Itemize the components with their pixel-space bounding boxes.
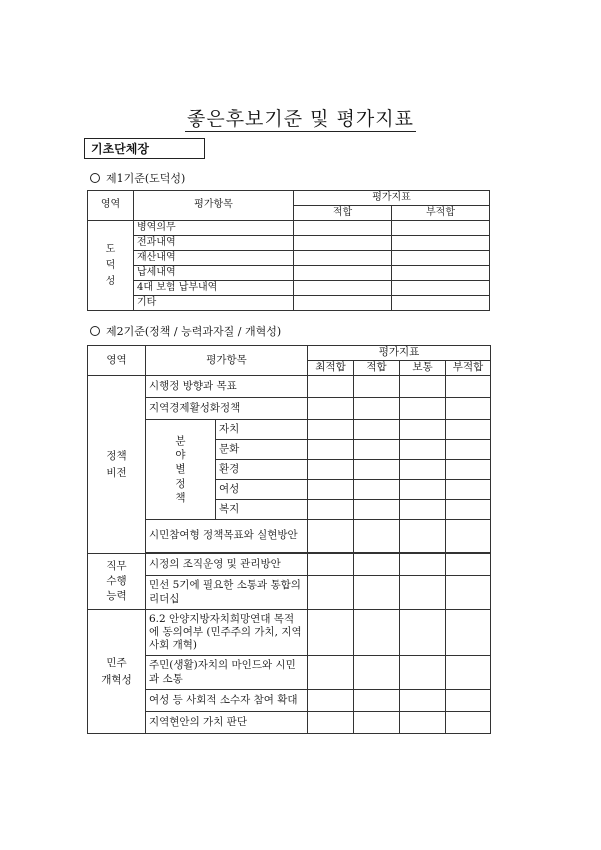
cell-unfit[interactable] bbox=[392, 251, 490, 266]
item-criminal: 전과내역 bbox=[134, 236, 294, 251]
page-title: 좋은후보기준 및 평가지표 bbox=[187, 108, 414, 130]
cell-grade[interactable] bbox=[308, 656, 354, 690]
cell-grade[interactable] bbox=[400, 712, 446, 734]
cell-fit[interactable] bbox=[294, 281, 392, 296]
cell-grade[interactable] bbox=[308, 500, 354, 520]
item-military: 병역의무 bbox=[134, 221, 294, 236]
duty-organization: 시정의 조직운영 및 관리방안 bbox=[146, 554, 308, 576]
area-duty: 직무 수행 능력 bbox=[88, 554, 146, 610]
sector-autonomy: 자치 bbox=[216, 420, 308, 440]
cell-grade[interactable] bbox=[400, 398, 446, 420]
header-item: 평가항목 bbox=[134, 191, 294, 221]
cell-grade[interactable] bbox=[308, 480, 354, 500]
sector-women: 여성 bbox=[216, 480, 308, 500]
cell-grade[interactable] bbox=[354, 554, 400, 576]
cell-grade[interactable] bbox=[446, 576, 491, 610]
grade-average: 보통 bbox=[400, 361, 446, 376]
cell-fit[interactable] bbox=[294, 251, 392, 266]
header-unfit: 부적합 bbox=[392, 206, 490, 221]
cell-grade[interactable] bbox=[446, 440, 491, 460]
cell-unfit[interactable] bbox=[392, 266, 490, 281]
cell-grade[interactable] bbox=[400, 440, 446, 460]
cell-grade[interactable] bbox=[308, 460, 354, 480]
cell-grade[interactable] bbox=[354, 500, 400, 520]
item-insurance: 4대 보험 납부내역 bbox=[134, 281, 294, 296]
cell-grade[interactable] bbox=[354, 398, 400, 420]
cell-grade[interactable] bbox=[308, 576, 354, 610]
cell-grade[interactable] bbox=[354, 576, 400, 610]
grade-unfit: 부적합 bbox=[446, 361, 491, 376]
cell-grade[interactable] bbox=[446, 398, 491, 420]
cell-fit[interactable] bbox=[294, 266, 392, 281]
reform-local-issues: 지역현안의 가치 판단 bbox=[146, 712, 308, 734]
cell-grade[interactable] bbox=[446, 500, 491, 520]
grade-best: 최적합 bbox=[308, 361, 354, 376]
cell-grade[interactable] bbox=[400, 500, 446, 520]
cell-unfit[interactable] bbox=[392, 281, 490, 296]
sector-culture: 문화 bbox=[216, 440, 308, 460]
header-area: 영역 bbox=[88, 346, 146, 376]
section1-label: 제1기준(도덕성) bbox=[106, 172, 186, 185]
cell-grade[interactable] bbox=[354, 610, 400, 656]
item-assets: 재산내역 bbox=[134, 251, 294, 266]
cell-grade[interactable] bbox=[400, 480, 446, 500]
cell-grade[interactable] bbox=[308, 610, 354, 656]
cell-unfit[interactable] bbox=[392, 296, 490, 311]
cell-unfit[interactable] bbox=[392, 236, 490, 251]
cell-grade[interactable] bbox=[308, 376, 354, 398]
sector-welfare: 복지 bbox=[216, 500, 308, 520]
area-moral: 도 덕 성 bbox=[88, 221, 134, 311]
cell-grade[interactable] bbox=[400, 460, 446, 480]
cell-grade[interactable] bbox=[354, 460, 400, 480]
cell-grade[interactable] bbox=[400, 656, 446, 690]
cell-grade[interactable] bbox=[446, 712, 491, 734]
org-label-box: 기초단체장 bbox=[84, 138, 205, 159]
area-reform: 민주 개혁성 bbox=[88, 610, 146, 734]
duty-leadership: 민선 5기에 필요한 소통과 통합의 리더십 bbox=[146, 576, 308, 610]
cell-grade[interactable] bbox=[400, 376, 446, 398]
cell-grade[interactable] bbox=[400, 576, 446, 610]
cell-grade[interactable] bbox=[354, 376, 400, 398]
section1-heading bbox=[90, 170, 185, 186]
cell-grade[interactable] bbox=[308, 520, 354, 553]
policy-economy: 지역경제활성화정책 bbox=[146, 398, 308, 420]
cell-grade[interactable] bbox=[446, 460, 491, 480]
header-item: 평가항목 bbox=[146, 346, 308, 376]
cell-grade[interactable] bbox=[446, 520, 491, 553]
circle-bullet-icon bbox=[90, 326, 100, 336]
header-index: 평가지표 bbox=[308, 346, 491, 361]
header-index: 평가지표 bbox=[294, 191, 490, 206]
header-fit: 적합 bbox=[294, 206, 392, 221]
table-policy bbox=[87, 345, 491, 734]
cell-grade[interactable] bbox=[354, 420, 400, 440]
cell-fit[interactable] bbox=[294, 236, 392, 251]
cell-grade[interactable] bbox=[446, 690, 491, 712]
cell-grade[interactable] bbox=[308, 554, 354, 576]
cell-grade[interactable] bbox=[308, 440, 354, 460]
header-area: 영역 bbox=[88, 191, 134, 221]
cell-unfit[interactable] bbox=[392, 221, 490, 236]
reform-self-governance: 주민(생활)자치의 마인드와 시민과 소통 bbox=[146, 656, 308, 690]
cell-grade[interactable] bbox=[400, 554, 446, 576]
section2-label: 제2기준(정책 / 능력과자질 / 개혁성) bbox=[106, 325, 282, 338]
cell-grade[interactable] bbox=[400, 610, 446, 656]
grade-fit: 적합 bbox=[354, 361, 400, 376]
cell-grade[interactable] bbox=[354, 440, 400, 460]
reform-minority: 여성 등 사회적 소수자 참여 확대 bbox=[146, 690, 308, 712]
policy-participation: 시민참여형 정책목표와 실현방안 bbox=[146, 520, 308, 553]
section2-heading bbox=[90, 323, 281, 339]
item-tax: 납세내역 bbox=[134, 266, 294, 281]
cell-grade[interactable] bbox=[400, 420, 446, 440]
cell-grade[interactable] bbox=[400, 520, 446, 553]
cell-grade[interactable] bbox=[446, 376, 491, 398]
cell-grade[interactable] bbox=[308, 398, 354, 420]
cell-grade[interactable] bbox=[354, 690, 400, 712]
cell-grade[interactable] bbox=[308, 420, 354, 440]
cell-fit[interactable] bbox=[294, 296, 392, 311]
cell-grade[interactable] bbox=[354, 480, 400, 500]
cell-grade[interactable] bbox=[308, 712, 354, 734]
cell-grade[interactable] bbox=[354, 712, 400, 734]
table-moral bbox=[87, 190, 490, 311]
cell-grade[interactable] bbox=[354, 520, 400, 553]
sector-environment: 환경 bbox=[216, 460, 308, 480]
sector-label: 분 야 별 정 책 bbox=[146, 420, 216, 520]
cell-grade[interactable] bbox=[446, 656, 491, 690]
cell-grade[interactable] bbox=[400, 690, 446, 712]
cell-grade[interactable] bbox=[446, 420, 491, 440]
circle-bullet-icon bbox=[90, 173, 100, 183]
cell-grade[interactable] bbox=[446, 480, 491, 500]
cell-grade[interactable] bbox=[446, 610, 491, 656]
area-policy: 정책 비전 bbox=[88, 376, 146, 554]
reform-purpose: 6.2 안양지방자치희망연대 목적에 동의여부 (민주주의 가치, 지역사회 개혁) bbox=[146, 610, 308, 656]
cell-grade[interactable] bbox=[446, 554, 491, 576]
cell-grade[interactable] bbox=[354, 656, 400, 690]
cell-grade[interactable] bbox=[308, 690, 354, 712]
policy-direction: 시행정 방향과 목표 bbox=[146, 376, 308, 398]
cell-fit[interactable] bbox=[294, 221, 392, 236]
item-other: 기타 bbox=[134, 296, 294, 311]
